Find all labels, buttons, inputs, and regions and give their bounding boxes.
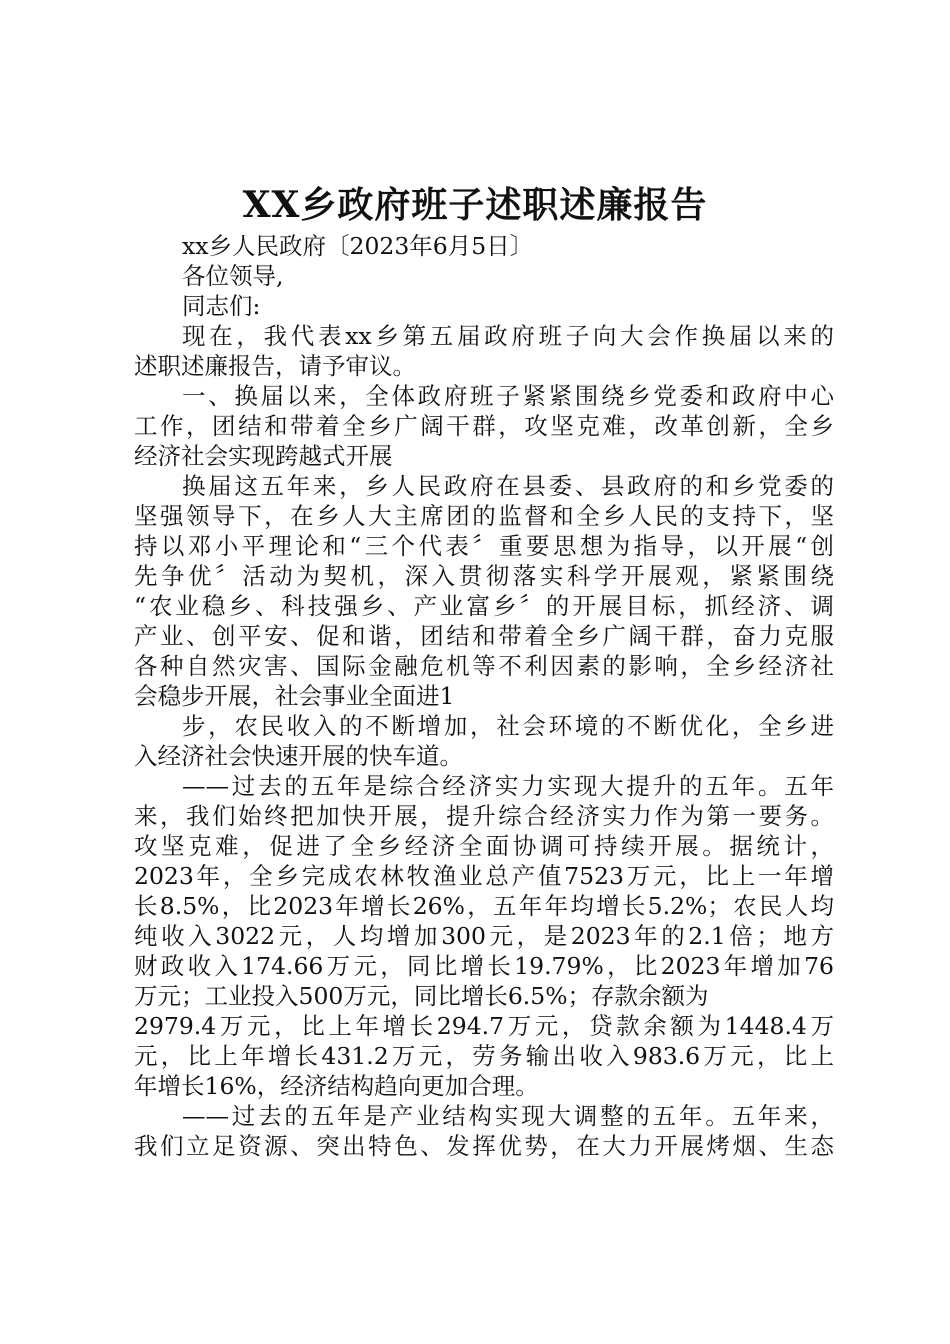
text-line: 会稳步开展，社会事业全面进1 xyxy=(134,682,455,710)
text-line: 一、换届以来，全体政府班子紧紧围绕乡党委和政府中心 xyxy=(182,382,834,410)
text-line: 坚强领导下，在乡人大主席团的监督和全乡人民的支持下，坚 xyxy=(134,502,834,530)
text-line: 产业、创平安、促和谐，团结和带着全乡广阔干群，奋力克服 xyxy=(134,622,834,650)
document-body xyxy=(134,231,834,1161)
text-line: 步，农民收入的不断增加，社会环境的不断优化，全乡进 xyxy=(182,712,834,740)
text-line: 入经济社会快速开展的快车道。 xyxy=(134,742,463,770)
document-title: XX乡政府班子述职述廉报告 xyxy=(242,184,708,226)
text-line: 年增长16%，经济结构趋向更加合理。 xyxy=(134,1072,539,1100)
text-line: 持以邓小平理论和“三个代表〞重要思想为指导，以开展“创 xyxy=(134,532,834,560)
text-line: ——过去的五年是综合经济实力实现大提升的五年。五年 xyxy=(182,772,834,800)
text-line: 2979.4万元，比上年增长294.7万元，贷款余额为1448.4万 xyxy=(134,1012,834,1040)
text-line: xx乡人民政府〔2023年6月5日〕 xyxy=(182,232,534,260)
text-line: 来，我们始终把加快开展，提升综合经济实力作为第一要务。 xyxy=(134,802,834,830)
text-line: 2023年，全乡完成农林牧渔业总产值7523万元，比上一年增 xyxy=(134,862,834,890)
text-line: 各位领导, xyxy=(182,262,284,290)
text-line: ——过去的五年是产业结构实现大调整的五年。五年来， xyxy=(182,1102,834,1130)
text-line: 元，比上年增长431.2万元，劳务输出收入983.6万元，比上 xyxy=(134,1042,834,1070)
text-line: 同志们: xyxy=(182,292,261,320)
text-line: 攻坚克难，促进了全乡经济全面协调可持续开展。据统计， xyxy=(134,832,834,860)
text-line: 换届这五年来，乡人民政府在县委、县政府的和乡党委的 xyxy=(182,472,834,500)
text-line: 纯收入3022元，人均增加300元，是2023年的2.1倍；地方 xyxy=(134,922,834,950)
text-line: 长8.5%，比2023年增长26%，五年年均增长5.2%；农民人均 xyxy=(134,892,834,920)
text-line: 先争优〞活动为契机，深入贯彻落实科学开展观，紧紧围绕 xyxy=(134,562,834,590)
text-line: 我们立足资源、突出特色、发挥优势，在大力开展烤烟、生态 xyxy=(134,1132,834,1160)
text-line: 万元；工业投入500万元，同比增长6.5%；存款余额为 xyxy=(134,982,709,1010)
text-line: “农业稳乡、科技强乡、产业富乡〞的开展目标，抓经济、调 xyxy=(134,592,834,620)
text-line: 财政收入174.66万元，同比增长19.79%，比2023年增加76 xyxy=(134,952,834,980)
text-line: 经济社会实现跨越式开展 xyxy=(134,442,393,470)
text-line: 各种自然灾害、国际金融危机等不利因素的影响，全乡经济社 xyxy=(134,652,834,680)
text-line: 现在，我代表xx乡第五届政府班子向大会作换届以来的 xyxy=(182,322,834,350)
text-line: 工作，团结和带着全乡广阔干群，攻坚克难，改革创新，全乡 xyxy=(134,412,834,440)
text-line: 述职述廉报告，请予审议。 xyxy=(134,352,416,380)
